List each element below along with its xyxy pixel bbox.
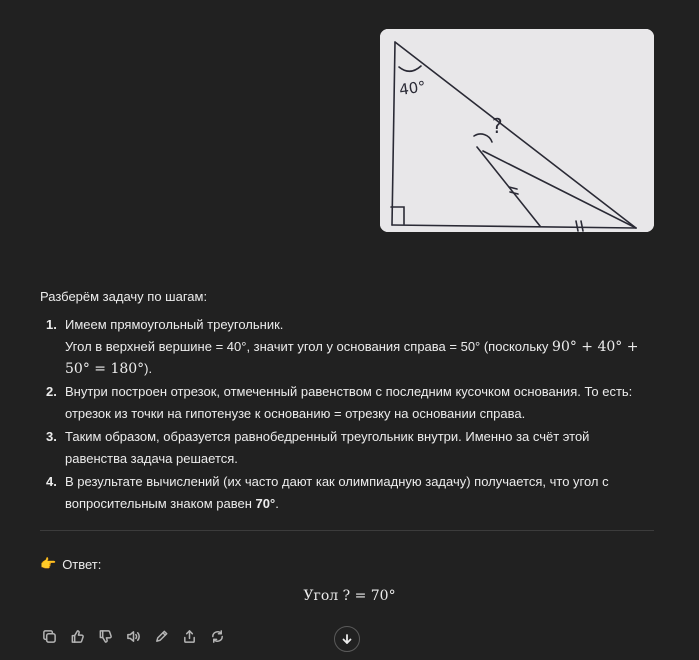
step-text: . bbox=[275, 496, 279, 511]
regenerate-button[interactable] bbox=[208, 627, 226, 645]
copy-icon bbox=[42, 629, 57, 644]
answer-label: Ответ: bbox=[62, 556, 102, 572]
step-text: В результате вычислений (их часто дают как олимпиадную задачу) получается, что угол с вопросительным знаком равен bbox=[65, 474, 609, 511]
step-text: Таким образом, образуется равнобедренный треугольник внутри. Именно за счёт этой равенства задача решается. bbox=[65, 429, 590, 466]
pointing-hand-icon: 👉 bbox=[40, 556, 57, 571]
list-item bbox=[40, 471, 654, 515]
step-number: 1. bbox=[46, 317, 57, 332]
share-button[interactable] bbox=[180, 627, 198, 645]
edit-button[interactable] bbox=[152, 627, 170, 645]
answer-heading bbox=[40, 556, 101, 572]
math-formula: 90° + 40° + 50° = 180° bbox=[65, 339, 639, 377]
share-icon bbox=[182, 629, 197, 644]
arrow-down-icon bbox=[341, 633, 353, 645]
list-item bbox=[40, 381, 654, 425]
regenerate-icon bbox=[210, 629, 225, 644]
thumbs-down-button[interactable] bbox=[96, 627, 114, 645]
thumbs-down-icon bbox=[98, 629, 113, 644]
steps-list bbox=[40, 314, 654, 515]
scroll-to-bottom-button[interactable] bbox=[334, 626, 360, 652]
answer-formula: Угол ? = 70° bbox=[303, 588, 396, 604]
step-text: ). bbox=[144, 361, 153, 376]
angle-40-label: 40° bbox=[398, 77, 427, 99]
step-text: Угол в верхней вершине = 40°, значит угол у основания справа = 50° (поскольку bbox=[65, 339, 553, 354]
list-item bbox=[40, 426, 654, 470]
list-item bbox=[40, 314, 654, 380]
thumbs-up-icon bbox=[70, 629, 85, 644]
step-number: 4. bbox=[46, 474, 57, 489]
divider bbox=[40, 530, 654, 531]
step-number: 2. bbox=[46, 384, 57, 399]
copy-button[interactable] bbox=[40, 627, 58, 645]
thumbs-up-button[interactable] bbox=[68, 627, 86, 645]
step-text: Имеем прямоугольный треугольник. bbox=[65, 317, 284, 332]
edit-icon bbox=[154, 629, 169, 644]
step-text: Внутри построен отрезок, отмеченный равенством с последним кусочком основания. То есть: отрезок из точки на гипотенузе к основанию = отрезку на основании справа. bbox=[65, 384, 633, 421]
answer-value: 70° bbox=[255, 496, 276, 511]
question-mark-label: ? bbox=[492, 114, 503, 138]
speaker-icon bbox=[126, 629, 141, 644]
assistant-message bbox=[40, 286, 654, 516]
problem-photo[interactable] bbox=[380, 29, 654, 232]
read-aloud-button[interactable] bbox=[124, 627, 142, 645]
step-number: 3. bbox=[46, 429, 57, 444]
intro-text: Разберём задачу по шагам: bbox=[40, 289, 208, 304]
message-actions-toolbar bbox=[40, 627, 226, 645]
